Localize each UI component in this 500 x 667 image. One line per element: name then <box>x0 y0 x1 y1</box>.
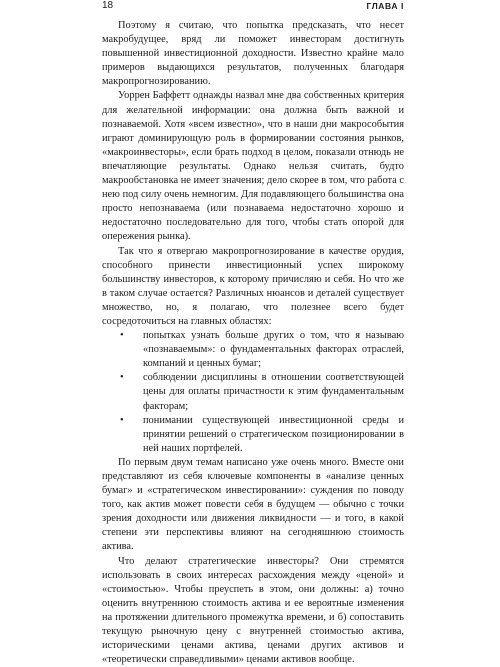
body-text <box>102 19 404 667</box>
bullet-list <box>102 329 404 456</box>
list-item: • попытках узнать больше других о том, что я называю «познаваемым»: о фундаментальных факторах отраслей, компаний и ценных бумаг; <box>102 329 404 371</box>
paragraph: По первым двум темам написано уже очень много. Вместе они представляют из себя ключевые компоненты в «анализе ценных бумаг» и «стратегическом инвестировании»: суждения по поводу того, как актив может повести себя в будущем — обычно с точки зрения доходности или движения ликвидности — и того, в какой степени эти перспективы влияют на сегодняшнюю стоимость актива. <box>102 456 404 553</box>
paragraph: Так что я отвергаю макропрогнозирование в качестве орудия, способного принести инвестиционный успех широкому большинству инвесторов, к которому причисляю и себя. Но что же в таком случае остается? Различных нюансов и деталей существует множество, но, я полагаю, что полезнее всего будет сосредоточиться на главных областях: <box>102 245 404 327</box>
page-header <box>102 0 404 12</box>
list-item: • понимании существующей инвестиционной среды и принятии решений о стратегическом позиционировании в ней наших портфелей. <box>102 414 404 456</box>
paragraph: Что делают стратегические инвесторы? Они стремятся использовать в своих интересах расхождения между «ценой» и «стоимостью». Чтобы преуспеть в этом, они должны: а) точно оценить внутреннюю стоимость актива и ее вероятные изменения на протяжении длительного промежутка времени, и б) сопоставить текущую рыночную цену с внутренней стоимостью актива, историческими ценами актива, ценами других активов и «теоретически справедливыми» ценами активов вообще. <box>102 555 404 666</box>
list-item: • соблюдении дисциплины в отношении соответствующей цены для оплаты причастности к этим фундаментальным факторам; <box>102 371 404 413</box>
paragraph: Поэтому я считаю, что попытка предсказать, что несет макробудущее, вряд ли поможет инвесторам достигнуть повышенной инвестиционной доходности. Известно крайне мало примеров выдающихся результатов, полученных благодаря макропрогнозированию. <box>102 20 404 88</box>
page-number: 18 <box>102 0 114 11</box>
paragraph: Уоррен Баффетт однажды назвал мне два собственных критерия для желательной информации: она должна быть важной и познаваемой. Хотя «всем известно», что в наши дни макрособытия играют доминирующую роль в формировании состояния рынков, «макроинвесторы», если брать подход в целом, показали отнюдь не впечатляющие результаты. Однако нельзя считать, будто макрообстановка не имеет значения; дело скорее в том, что работа с нею под силу очень немногим. Для подавляющего большинства она просто непознаваема (или познаваема недостаточно хорошо и недостаточно последовательно для того, чтобы стать опорой для опережения рынка). <box>102 90 405 243</box>
chapter-title: ГЛАВА I <box>366 1 404 11</box>
